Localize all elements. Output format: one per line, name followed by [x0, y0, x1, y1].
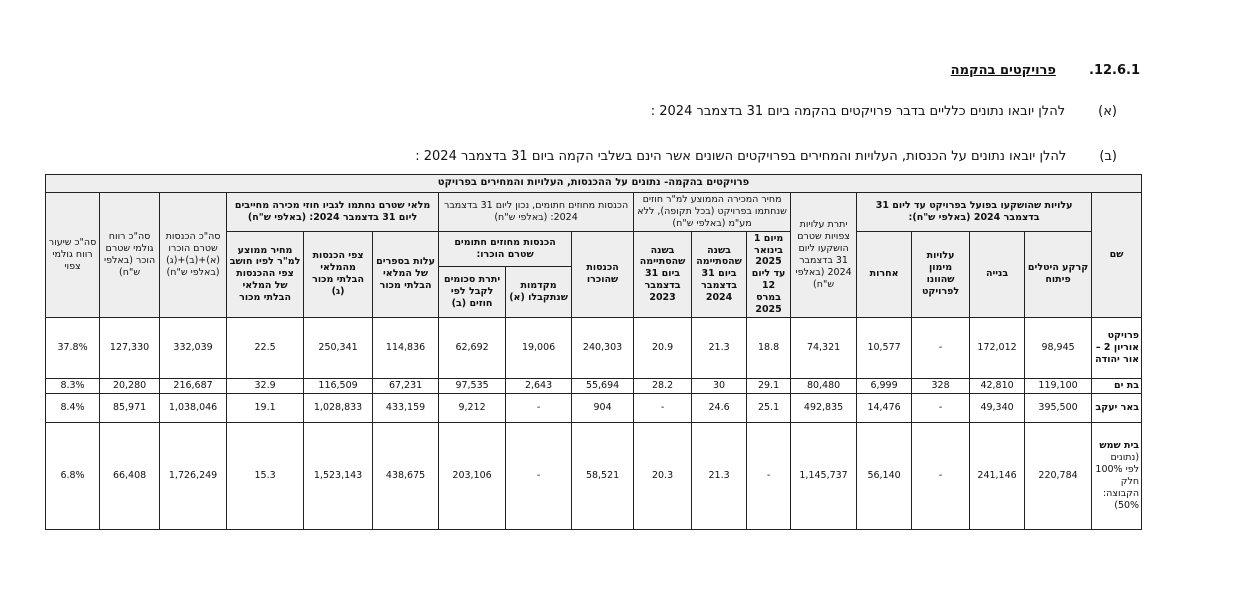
table-row	[46, 317, 1142, 378]
cell-gross-margin: 8.3%	[46, 378, 100, 393]
cell-price-2025: 29.1	[747, 378, 791, 393]
cell-price-2024: 24.6	[692, 393, 747, 422]
cell-total-gross-profit: 66,408	[100, 422, 160, 529]
cell-price-2023: -	[634, 393, 692, 422]
header-book-costs: עלות בספרים של המלאי הבלתי מכור	[373, 231, 439, 317]
cell-expected-revenue: 116,509	[304, 378, 373, 393]
header-expected-revenue: צפי הכנסות מהמלאי הבלתי מכור (ג)	[304, 231, 373, 317]
cell-expected-revenue: 1,523,143	[304, 422, 373, 529]
paragraph-a-text: להלן יובאו נתונים כלליים בדבר פרויקטים בהקמה ביום 31 בדצמבר 2024 :	[650, 104, 1066, 119]
header-remaining-costs: יתרת עלויות צפויות שטרם הושקעו ליום 31 בדצמבר 2024 (באלפי ש"ח)	[791, 193, 857, 318]
cell-land: 119,100	[1025, 378, 1092, 393]
header-receivable: יתרת סכומים לקבל לפי חוזים (ב)	[439, 266, 506, 317]
cell-receivable: 62,692	[439, 317, 506, 378]
cell-price-2023: 20.9	[634, 317, 692, 378]
cell-recognized: 240,303	[572, 317, 634, 378]
cell-remaining-costs: 492,835	[791, 393, 857, 422]
cell-book-costs: 438,675	[373, 422, 439, 529]
cell-other: 56,140	[857, 422, 912, 529]
cell-remaining-costs: 74,321	[791, 317, 857, 378]
header-construction: בנייה	[970, 231, 1025, 317]
cell-price-2025: -	[747, 422, 791, 529]
section-number: 12.6.1.	[1088, 63, 1140, 78]
header-avg-price-group: מחיר המכירה הממוצע למ"ר חוזים שנחתמו בפרויקט (בכל תקופה), ללא מע"מ (באלפי ש"ח)	[634, 193, 791, 232]
cell-other: 14,476	[857, 393, 912, 422]
cell-price-2023: 20.3	[634, 422, 692, 529]
cell-construction: 42,810	[970, 378, 1025, 393]
paragraph-b	[415, 149, 1117, 164]
cell-land: 395,500	[1025, 393, 1092, 422]
cell-name: פרויקט אוריון 2 – אור יהודה	[1092, 317, 1142, 378]
paragraph-a	[651, 104, 1117, 119]
cell-advances: 19,006	[506, 317, 572, 378]
cell-name: בת ים	[1092, 378, 1142, 393]
project-note: (נתונים לפי 100% חלק הקבוצה: 50%)	[1095, 452, 1140, 511]
cell-receivable: 97,535	[439, 378, 506, 393]
cell-total-unrecognized: 332,039	[160, 317, 227, 378]
cell-name: באר יעקב	[1092, 393, 1142, 422]
cell-financing: 328	[912, 378, 970, 393]
header-name: שם	[1092, 193, 1142, 318]
cell-advances: -	[506, 393, 572, 422]
cell-avg-price-unsold: 15.3	[227, 422, 304, 529]
cell-recognized: 904	[572, 393, 634, 422]
cell-total-gross-profit: 127,330	[100, 317, 160, 378]
cell-construction: 241,146	[970, 422, 1025, 529]
cell-other: 10,577	[857, 317, 912, 378]
cell-price-2024: 21.3	[692, 317, 747, 378]
cell-name	[1092, 422, 1142, 529]
header-unsold-group: מלאי שטרם נחתמו לגביו חוזי מכירה מחייבים ליום 31 בדצמבר 2024: (באלפי ש"ח)	[227, 193, 439, 232]
cell-advances: 2,643	[506, 378, 572, 393]
header-avg-price-unsold: מחיר ממוצע למ"ר לפיו חושב צפי ההכנסות של המלאי הבלתי מכור	[227, 231, 304, 317]
cell-land: 98,945	[1025, 317, 1092, 378]
cell-avg-price-unsold: 19.1	[227, 393, 304, 422]
cell-receivable: 203,106	[439, 422, 506, 529]
paragraph-b-text: להלן יובאו נתונים על הכנסות, העלויות והמחירים בפרויקטים השונים אשר הינם בשלבי הקמה ביום 31 בדצמבר 2024 :	[415, 149, 1067, 164]
cell-expected-revenue: 1,028,833	[304, 393, 373, 422]
cell-receivable: 9,212	[439, 393, 506, 422]
header-total-gross-profit: סה"כ רווח גולמי שטרם הוכר (באלפי ש"ח)	[100, 193, 160, 318]
cell-financing: -	[912, 317, 970, 378]
header-price-2025: מיום 1 בינואר 2025 עד ליום 12 במרס 2025	[747, 231, 791, 317]
paragraph-b-marker: (ב)	[1099, 149, 1117, 164]
cell-price-2024: 30	[692, 378, 747, 393]
cell-gross-margin: 37.8%	[46, 317, 100, 378]
cell-other: 6,999	[857, 378, 912, 393]
section-title: פרויקטים בהקמה	[950, 63, 1056, 78]
cell-advances: -	[506, 422, 572, 529]
cell-recognized: 55,694	[572, 378, 634, 393]
table-row	[46, 422, 1142, 529]
header-price-2024: בשנה שהסתיימה ביום 31 בדצמבר 2024	[692, 231, 747, 317]
cell-expected-revenue: 250,341	[304, 317, 373, 378]
header-gross-margin: סה"כ שיעור רווח גולמי צפוי	[46, 193, 100, 318]
header-unrecognized-group: הכנסות מחוזים חתומים שטרם הוכרו:	[439, 231, 572, 266]
project-name: בית שמש	[1099, 440, 1140, 452]
cell-total-gross-profit: 85,971	[100, 393, 160, 422]
cell-gross-margin: 6.8%	[46, 422, 100, 529]
table-row	[46, 393, 1142, 422]
cell-total-gross-profit: 20,280	[100, 378, 160, 393]
cell-avg-price-unsold: 22.5	[227, 317, 304, 378]
table-title: פרויקטים בהקמה- נתונים על ההכנסות, העלויות והמחירים בפרויקט	[46, 175, 1142, 193]
cell-price-2024: 21.3	[692, 422, 747, 529]
cell-land: 220,784	[1025, 422, 1092, 529]
cell-gross-margin: 8.4%	[46, 393, 100, 422]
cell-construction: 172,012	[970, 317, 1025, 378]
header-financing: עלויות מימון שהוונו לפרויקט	[912, 231, 970, 317]
header-total-unrecognized: סה"כ הכנסות שטרם הוכרו (א)+(ב)+(ג) (באלפי ש"ח)	[160, 193, 227, 318]
header-land: קרקע היטלים פיתוח	[1025, 231, 1092, 317]
cell-recognized: 58,521	[572, 422, 634, 529]
cell-book-costs: 114,836	[373, 317, 439, 378]
header-advances: מקדמות שנתקבלו (א)	[506, 266, 572, 317]
cell-financing: -	[912, 422, 970, 529]
cell-remaining-costs: 1,145,737	[791, 422, 857, 529]
cell-price-2025: 25.1	[747, 393, 791, 422]
projects-table	[45, 174, 1142, 530]
paragraph-a-marker: (א)	[1098, 104, 1117, 119]
header-price-2023: בשנה שהסתיימה ביום 31 בדצמבר 2023	[634, 231, 692, 317]
header-costs-group: עלויות שהושקעו בפועל בפרויקט עד ליום 31 בדצמבר 2024 (באלפי ש"ח):	[857, 193, 1092, 232]
cell-book-costs: 67,231	[373, 378, 439, 393]
header-signed-group: הכנסות מחוזים חתומים, נכון ליום 31 בדצמבר 2024: (באלפי ש"ח)	[439, 193, 634, 232]
cell-book-costs: 433,159	[373, 393, 439, 422]
section-heading	[951, 63, 1140, 78]
cell-avg-price-unsold: 32.9	[227, 378, 304, 393]
cell-total-unrecognized: 1,726,249	[160, 422, 227, 529]
cell-total-unrecognized: 216,687	[160, 378, 227, 393]
cell-financing: -	[912, 393, 970, 422]
cell-price-2025: 18.8	[747, 317, 791, 378]
cell-construction: 49,340	[970, 393, 1025, 422]
cell-remaining-costs: 80,480	[791, 378, 857, 393]
cell-price-2023: 28.2	[634, 378, 692, 393]
header-recognized: הכנסות שהוכרו	[572, 231, 634, 317]
header-other: אחרות	[857, 231, 912, 317]
table-row	[46, 378, 1142, 393]
cell-total-unrecognized: 1,038,046	[160, 393, 227, 422]
